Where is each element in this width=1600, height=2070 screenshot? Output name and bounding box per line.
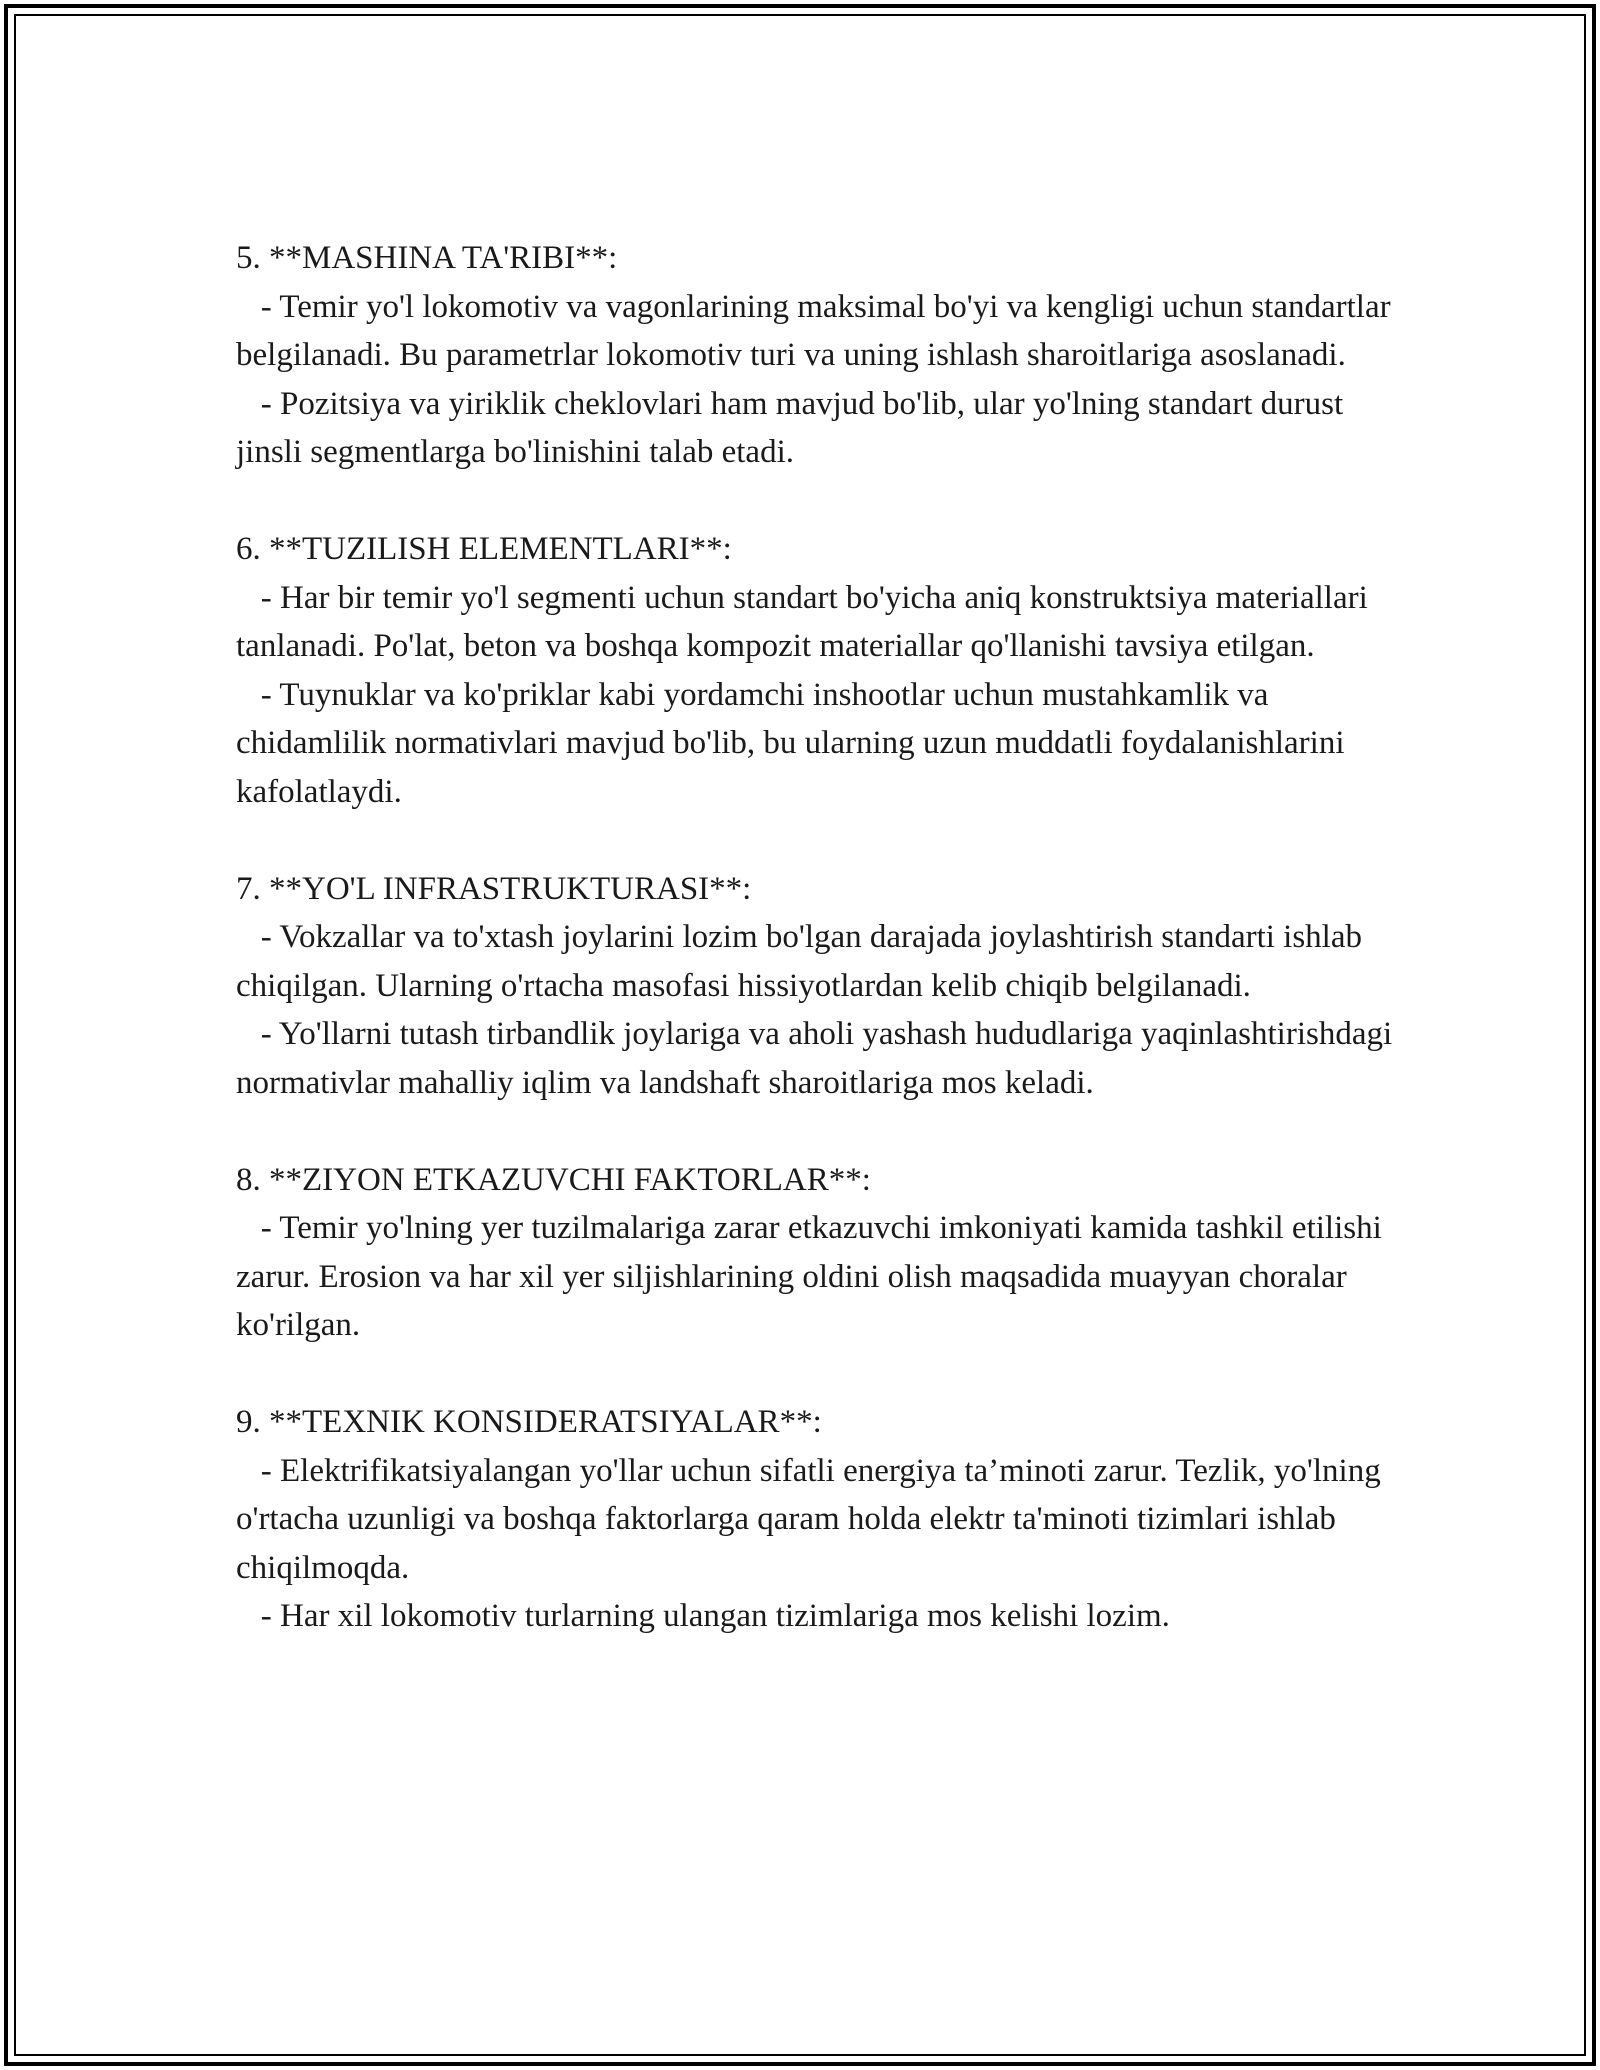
section-heading: 9. **TEXNIK KONSIDERATSIYALAR**: xyxy=(236,1404,822,1440)
section-item: - Har xil lokomotiv turlarning ulangan tizimlariga mos kelishi lozim. xyxy=(260,1598,1170,1634)
section-item: - Yo'llarni tutash tirbandlik joylariga va aholi yashash hududlariga yaqinlashtirishdagi normativlar mahalliy iqlim va landshaft sharoitlariga mos keladi. xyxy=(236,1016,1393,1101)
section-6 xyxy=(236,525,1406,816)
section-heading: 6. **TUZILISH ELEMENTLARI**: xyxy=(236,531,732,567)
section-heading: 5. **MASHINA TA'RIBI**: xyxy=(236,240,618,276)
section-7 xyxy=(236,865,1406,1108)
section-5 xyxy=(236,234,1406,477)
section-item: - Har bir temir yo'l segmenti uchun standart bo'yicha aniq konstruktsiya materiallari tanlanadi. Po'lat, beton va boshqa kompozit materiallar qo'llanishi tavsiya etilgan. xyxy=(236,579,1368,664)
document-body xyxy=(236,234,1406,1689)
section-item: - Elektrifikatsiyalangan yo'llar uchun sifatli energiya ta’minoti zarur. Tezlik, yo'lning o'rtacha uzunligi va boshqa faktorlarga qaram holda elektr ta'minoti tizimlari ishlab chiqilmoqda. xyxy=(236,1452,1381,1586)
section-item: - Pozitsiya va yiriklik cheklovlari ham mavjud bo'lib, ular yo'lning standart durust jinsli segmentlarga bo'linishini talab etadi. xyxy=(236,385,1344,470)
section-item: - Vokzallar va to'xtash joylarini lozim bo'lgan darajada joylashtirish standarti ishlab chiqilgan. Ularning o'rtacha masofasi hissiyotlardan kelib chiqib belgilanadi. xyxy=(236,919,1362,1004)
section-8 xyxy=(236,1156,1406,1350)
section-9 xyxy=(236,1398,1406,1641)
section-heading: 8. **ZIYON ETKAZUVCHI FAKTORLAR**: xyxy=(236,1161,871,1198)
section-item: - Temir yo'l lokomotiv va vagonlarining maksimal bo'yi va kengligi uchun standartlar belgilanadi. Bu parametrlar lokomotiv turi va uning ishlash sharoitlariga asoslanadi. xyxy=(236,288,1391,373)
section-heading: 7. **YO'L INFRASTRUKTURASI**: xyxy=(236,870,752,907)
section-item: - Temir yo'lning yer tuzilmalariga zarar etkazuvchi imkoniyati kamida tashkil etilishi zarur. Erosion va har xil yer siljishlarining oldini olish maqsadida muayyan choralar ko'rilgan. xyxy=(236,1210,1382,1343)
section-item: - Tuynuklar va ko'priklar kabi yordamchi inshootlar uchun mustahkamlik va chidamlilik normativlari mavjud bo'lib, bu ularning uzun muddatli foydalanishlarini kafolatlaydi. xyxy=(236,676,1345,810)
